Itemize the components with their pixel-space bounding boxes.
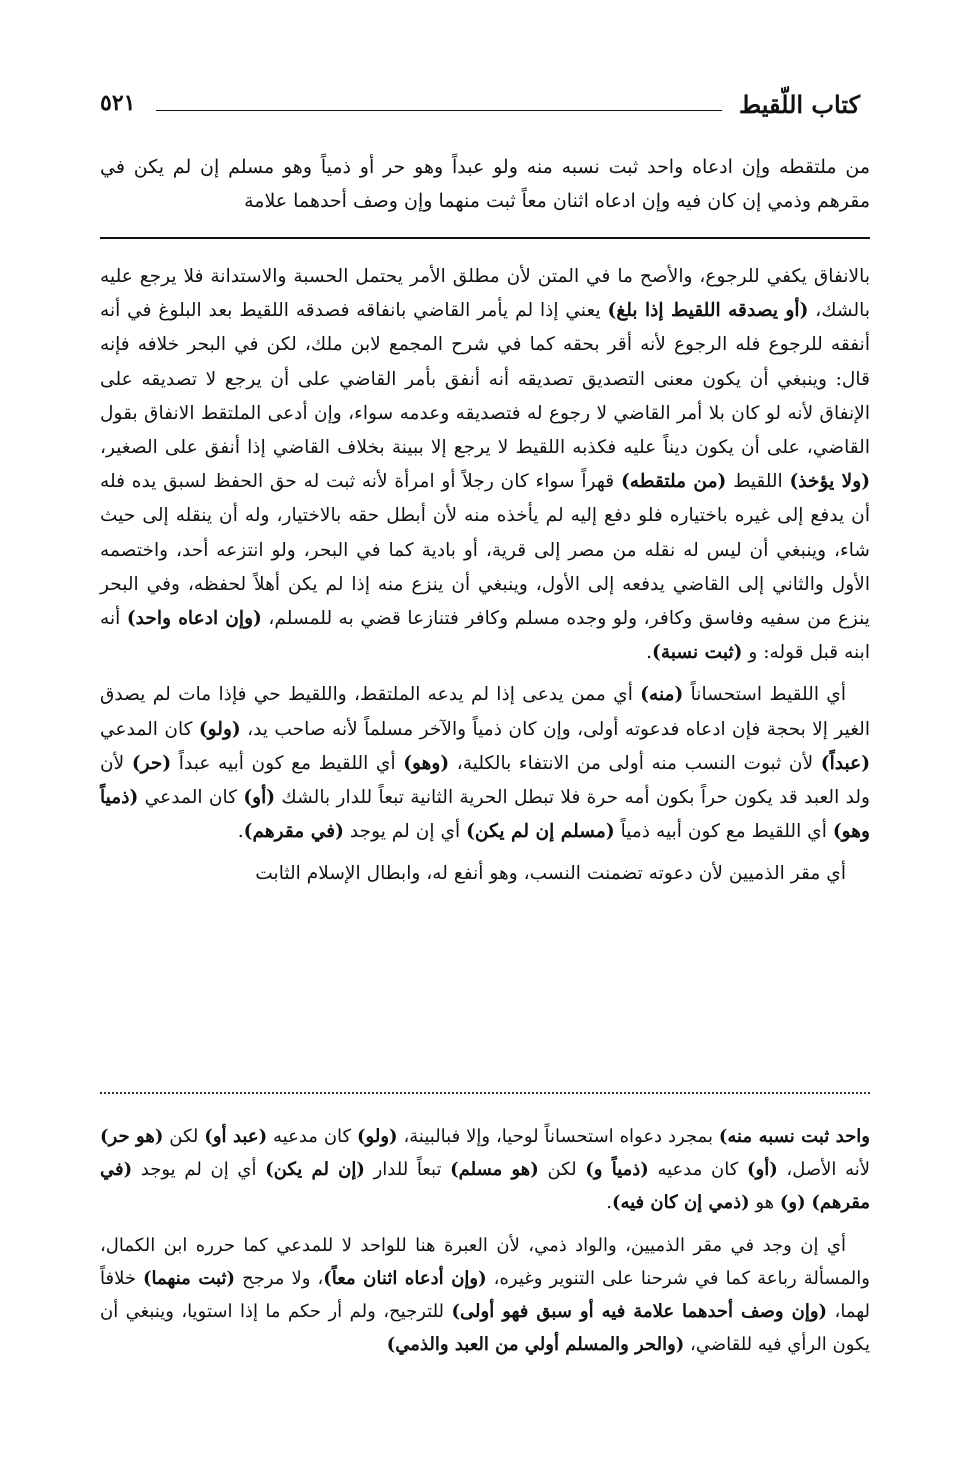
text-run: لأنه الأصل، [777,1159,870,1180]
text-run: بالانفاق يكفي للرجوع، والأصح ما في المتن لأن مطلق الأمر يحتمل الحسبة والاستدانة فلا يرجع عليه بالشك، [100,266,870,322]
bold-text-run: (ولو) [357,1126,398,1147]
bold-text-run: (في مقرهم) [100,1159,870,1213]
text-run: . [606,1192,612,1213]
text-run: بمجرد دعواه استحساناً لوحيا، وإلا فبالبينة، [397,1126,719,1147]
bold-text-run: واحد ثبت نسبه منه) [718,1126,871,1147]
text-run: لأن ثبوت النسب منه أولى من الانتفاء بالكلية، [449,752,821,774]
bold-text-run: (هو حر) [100,1126,164,1147]
text-run: ، ولا مرجح [235,1268,324,1289]
main-separator [100,237,870,239]
bold-text-run: (ذمياً وهو) [100,787,870,843]
text-run: تبعاً للدار [364,1159,451,1180]
text-run: . [237,821,244,843]
bold-text-run: (أو) [243,787,276,809]
text-run: . [646,642,653,664]
text-run: أي اللقيط استحساناً [683,684,846,706]
text-run: لكن [163,1126,205,1147]
text-run: أي اللقيط مع كون أبيه ذمياً [614,821,833,843]
bold-text-run: (منه) [640,684,684,706]
text-run: يعني إذا لم يأمر القاضي بانفاقه فصدقه اللقيط بعد البلوغ في أنه أنفقه للرجوع فله الرجوع لأنه أقر بحقه كما في شرح المجمع لابن ملك، لكن في البحر خلافه فإنه قال: وينبغي أن يكون معنى التصديق تصديقه أنه أنفق بأمر القاضي على أن يرجع لا تصديقه على الإنفاق لأنه لو كان بلا أمر القاضي لا رجوع له فتصديقه وعدمه سواء، وإن أدعى الملتقط الانفاق بقول القاضي، على أن يكون ديناً عليه فكذبه اللقيط لا يرجع إلا ببينة بخلاف القاضي إذا أنفق على الصغير، [100,300,870,459]
commentary-paragraph-3: أي مقر الذميين لأن دعوته تضمنت النسب، وهو أنفع له، وابطال الإسلام الثابت [255,863,846,885]
commentary-paragraph-2 [100,678,870,849]
text-run: أي ممن يدعى إذا لم يدعه الملتقط، واللقيط حي فإذا مات لم يصدق الغير إلا بحجة فإن ادعاه فدعوته أولى، وإن كان ذمياً والآخر مسلماً لأنه صاحب يد، [100,684,870,740]
bold-text-run: (حر) [131,752,172,774]
text-run: قهراً سواء كان رجلاً أو امرأة لأنه ثبت له حق الحفظ لسبق يده فله أن يدفع إلى غيره باختياره فلو دفع إليه لم يأخذه منه لأن أبطل حقه بالاختيار، وله أن ينقله إلى حيث شاء، وينبغي أن ليس له نقله من مصر إلى قرية، أو بادية كما في البحر، ولو انتزعه أحد، واختصمه الأول والثاني إلى القاضي يدفعه إلى الأول، وينبغي أن ينزع منه إذا لم يكن أهلاً لحفظه، وفي البحر ينزع من سفيه وفاسق وكافر، ولو وجده مسلم وكافر فتنازعا قضي به للمسلم، [100,471,870,630]
chapter-title: كتاب اللّقيط [738,90,860,119]
text-run: أي إن لم يوجد [343,821,467,843]
text-run: كان مدعيه [648,1159,747,1180]
text-run: للترجيح، ولم أر حكم ما إذا استويا، وينبغي أن يكون الرأي فيه للقاضي، [100,1301,870,1355]
commentary-paragraph-1 [100,260,870,670]
text-run: لأن ولد العبد قد يكون حراً بكون أمه حرة فلا تبطل الحرية الثانية تبعاً للدار بالشك [100,752,870,809]
bold-text-run: (ولو) [198,718,241,740]
text-run: كان المدعي [138,787,244,809]
text-run: أي إن لم يوجد [132,1159,266,1180]
bold-text-run: (عبداً) [820,752,871,774]
commentary-section [100,260,870,900]
header-rule [156,110,722,111]
footnote-dotted-separator [100,1092,870,1094]
bold-text-run: (ولا يؤخذ) [789,471,870,493]
text-run: لكن [538,1159,586,1180]
bold-text-run: (و) [779,1192,806,1213]
bold-text-run: (ثبت منهما) [143,1268,236,1289]
text-run: كان مدعيه [267,1126,358,1147]
text-run: اللقيط [726,471,790,493]
bold-text-run: (إن لم يكن) [265,1159,365,1180]
footnotes-section [100,1120,870,1371]
text-run: خلافاً لهما، [100,1268,870,1322]
bold-text-run: (أو) [747,1159,778,1180]
main-text [100,150,870,218]
footnote-paragraph-1 [100,1120,870,1219]
bold-text-run: (وهو) [403,752,450,774]
text-run: أنه ابنه قبل قوله: و [100,608,870,664]
bold-text-run: (عبد أو) [204,1126,268,1147]
text-run: هو [749,1192,780,1213]
footnote-paragraph-2 [100,1229,870,1361]
bold-text-run: (ثبت نسبة) [652,642,743,664]
page-header [100,86,860,126]
page-number: ٥٢١ [100,90,136,116]
main-paragraph: من ملتقطه وإن ادعاه واحد ثبت نسبه منه ولو عبداً وهو حر أو ذمياً وهو مسلم إن لم يكن في مقرهم وذمي إن كان فيه وإن ادعاه اثنان معاً ثبت منهما وإن وصف أحدهما علامة [100,156,870,212]
bold-text-run: (ذمي إن كان فيه) [611,1192,750,1213]
bold-text-run: (وإن ادعاه واحد) [126,608,262,630]
text-run: كان المدعي [100,718,199,740]
bold-text-run: (مسلم إن لم يكن) [466,821,615,843]
bold-text-run: (في مقرهم) [243,821,344,843]
bold-text-run: (هو مسلم) [450,1159,539,1180]
bold-text-run: (والحر والمسلم أولي من العبد والذمي) [386,1334,685,1355]
bold-text-run: (وإن وصف أحدهما علامة فيه أو سبق فهو أولى) [451,1301,828,1322]
bold-text-run: (أو يصدقه اللقيط إذا بلغ) [607,300,809,322]
bold-text-run: (وإن أدعاه اثنان معاً) [323,1268,487,1289]
bold-text-run: (ذمياً و) [585,1159,649,1180]
text-run: أي إن وجد في مقر الذميين، والواد ذمي، لأن العبرة هنا للواحد لا للمدعي كما حرره ابن الكمال، والمسألة رباعة كما في شرحنا على التنوير وغيره، [100,1235,870,1289]
bold-text-run: (من ملتقطه) [620,471,727,493]
text-run: أي اللقيط مع كون أبيه عبداً [171,752,404,774]
